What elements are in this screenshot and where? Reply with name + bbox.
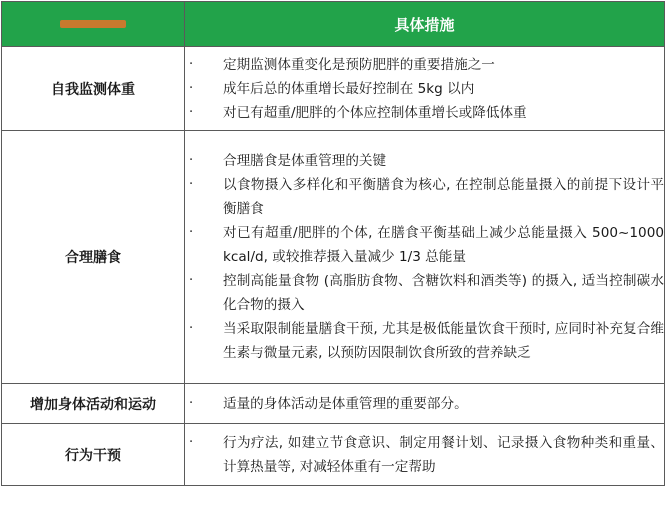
measures-table [1,1,665,486]
measure-list [185,431,664,479]
list-item: · 控制高能量食物 (高脂肪食物、含糖饮料和酒类等) 的摄入, 适当控制碳水化合物的摄入 [185,269,664,317]
list-item: · 定期监测体重变化是预防肥胖的重要措施之一 [185,53,664,77]
list-item: · 以食物摄入多样化和平衡膳食为核心, 在控制总能量摄入的前提下设计平衡膳食 [185,173,664,221]
list-item: · 适量的身体活动是体重管理的重要部分。 [185,392,664,416]
table-row [2,424,665,486]
row-category: 增加身体活动和运动 [2,384,185,424]
row-category: 行为干预 [2,424,185,486]
list-item: · 对已有超重/肥胖的个体应控制体重增长或降低体重 [185,101,664,125]
list-item: · 对已有超重/肥胖的个体, 在膳食平衡基础上减少总能量摄入 500~1000 kcal/d, 或较推荐摄入量减少 1/3 总能量 [185,221,664,269]
table-row [2,47,665,131]
list-item: · 行为疗法, 如建立节食意识、制定用餐计划、记录摄入食物种类和重量、计算热量等, 对减轻体重有一定帮助 [185,431,664,479]
header-measures-title: 具体措施 [185,2,665,47]
measure-list [185,392,664,416]
bullet-icon: · [189,104,194,120]
row-content [185,384,665,424]
table-row [2,131,665,384]
list-item: · 当采取限制能量膳食干预, 尤其是极低能量饮食干预时, 应同时补充复合维生素与微量元素, 以预防因限制饮食所致的营养缺乏 [185,317,664,365]
header-left-cell [2,2,185,47]
list-item: · 合理膳食是体重管理的关键 [185,149,664,173]
bullet-icon: · [189,177,194,192]
bullet-icon: · [189,56,194,72]
bullet-icon: · [189,225,194,240]
bullet-icon: · [189,434,194,450]
measure-list [185,53,664,125]
row-content [185,424,665,486]
measure-list [185,149,664,365]
bullet-icon: · [189,395,194,411]
bullet-icon: · [189,273,194,288]
bullet-icon: · [189,321,194,336]
row-content [185,131,665,384]
header-decorative-bar [60,20,126,28]
row-content [185,47,665,131]
table-row [2,384,665,424]
row-category: 合理膳食 [2,131,185,384]
table-header-row [2,2,665,47]
row-category: 自我监测体重 [2,47,185,131]
bullet-icon: · [189,80,194,96]
list-item: · 成年后总的体重增长最好控制在 5kg 以内 [185,77,664,101]
bullet-icon: · [189,153,194,168]
